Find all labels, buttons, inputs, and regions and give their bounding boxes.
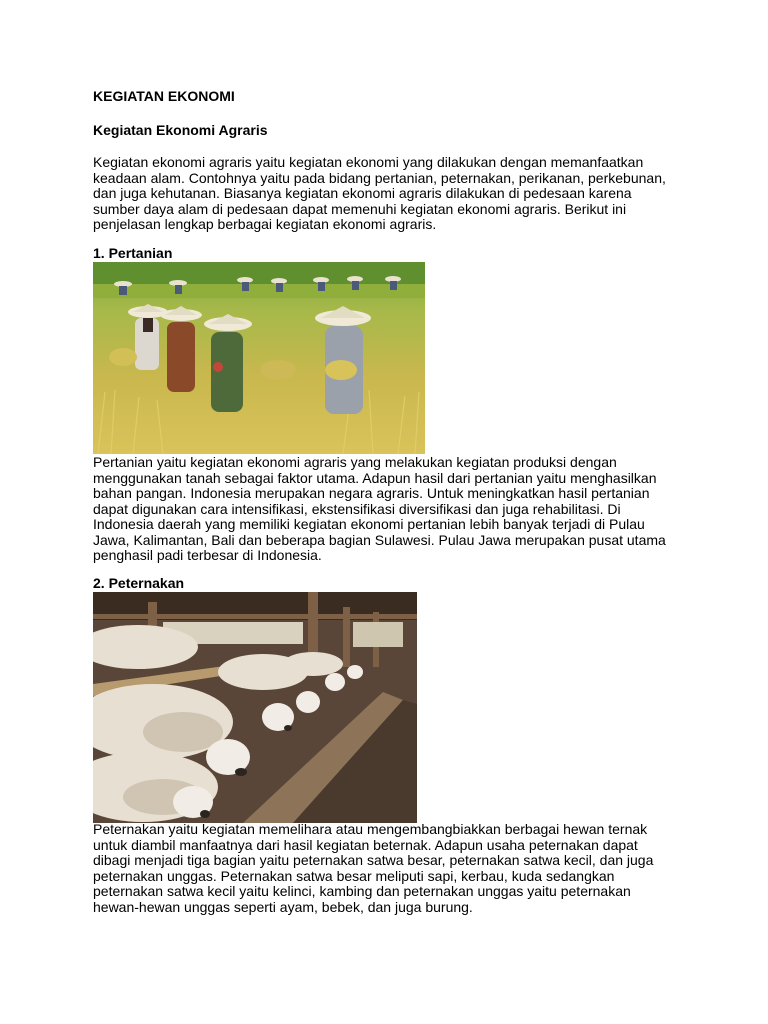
pertanian-line: penghasil padi terbesar di Indonesia. [93,547,322,563]
peternakan-line: Peternakan yaitu kegiatan memelihara atau mengembangbiakkan berbagai hewan ternak [93,821,648,837]
pertanian-line: Indonesia daerah yang memiliki kegiatan ekonomi pertanian lebih banyak terjadi di Pulau [93,516,645,532]
section-heading-pertanian: 1. Pertanian [93,245,173,261]
peternakan-line: untuk diambil manfaatnya dari hasil kegiatan beternak. Adapun usaha peternakan dapat [93,836,638,853]
peternakan-line: peternakan unggas. Peternakan satwa besar meliputi sapi, kerbau, kuda sedangkan [93,867,615,884]
document-subtitle: Kegiatan Ekonomi Agraris [93,122,268,138]
pertanian-line: bahan pangan. Indonesia merupakan negara agraris. Untuk meningkatkan hasil pertanian [93,485,650,501]
pertanian-line: Pertanian yaitu kegiatan ekonomi agraris yang melakukan kegiatan produksi dengan [93,454,617,470]
intro-line: penjelasan lengkap berbagai kegiatan ekonomi agraris. [93,216,437,232]
intro-line: keadaan alam. Contohnya yaitu pada bidang pertanian, peternakan, perikanan, perkebunan, [93,169,666,186]
intro-line: sumber daya alam di pedesaan dapat memenuhi kegiatan ekonomi agraris. Berikut ini [93,200,627,217]
peternakan-line: dibagi menjadi tiga bagian yaitu peternakan satwa besar, peternakan satwa kecil, dan juga [93,852,654,868]
pertanian-line: Jawa, Kalimantan, Bali dan beberapa bagian Sulawesi. Pulau Jawa merupakan pusat utama [93,531,666,548]
intro-line: Kegiatan ekonomi agraris yaitu kegiatan ekonomi yang dilakukan dengan memanfaatkan [93,154,644,170]
rice-harvest-photo [93,262,425,454]
document-title: KEGIATAN EKONOMI [93,88,235,104]
pertanian-line: dapat digunakan cara intensifikasi, ekstensifikasi diversifikasi dan juga rehabilitasi. Di [93,500,621,517]
pertanian-paragraph [93,455,683,564]
pertanian-line: menggunakan tanah sebagai faktor utama. Adapun hasil dari pertanian yaitu menghasilkan [93,469,657,486]
intro-paragraph [93,155,683,233]
peternakan-line: hewan-hewan unggas seperti ayam, bebek, dan juga burung. [93,898,473,915]
sheep-barn-photo [93,592,417,823]
peternakan-line: peternakan satwa kecil yaitu kelinci, kambing dan peternakan unggas yaitu peternakan [93,883,631,899]
peternakan-paragraph [93,822,683,915]
intro-line: dan juga kehutanan. Biasanya kegiatan ekonomi agraris dilakukan di pedesaan karena [93,185,632,201]
section-heading-peternakan: 2. Peternakan [93,575,185,591]
